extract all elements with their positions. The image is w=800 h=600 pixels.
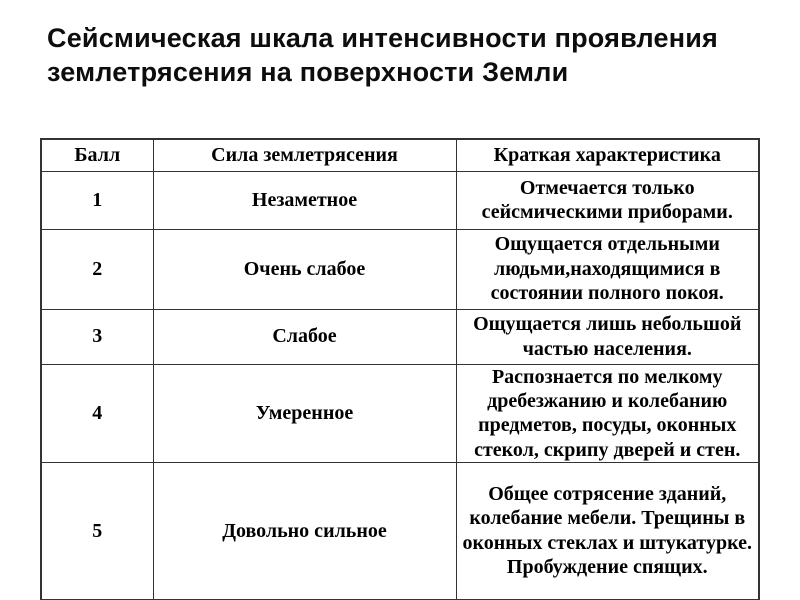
table-row — [41, 171, 759, 229]
strength-cell: Незаметное — [153, 171, 456, 229]
table-row — [41, 229, 759, 309]
strength-cell: Слабое — [153, 309, 456, 364]
table-row — [41, 309, 759, 364]
column-header-score: Балл — [41, 139, 153, 171]
page-title: Сейсмическая шкала интенсивности проявления землетрясения на поверхности Земли — [47, 23, 718, 87]
description-cell: Ощущается лишь небольшой частью населения. — [456, 309, 759, 364]
score-cell: 2 — [41, 229, 153, 309]
strength-cell: Довольно сильное — [153, 463, 456, 600]
score-cell: 5 — [41, 463, 153, 600]
column-header-description: Краткая характеристика — [456, 139, 759, 171]
table-header-row — [41, 139, 759, 171]
strength-cell: Умеренное — [153, 364, 456, 463]
seismic-scale-table — [40, 138, 760, 600]
score-cell: 4 — [41, 364, 153, 463]
description-cell: Распознается по мелкому дребезжанию и колебанию предметов, посуды, оконных стекол, скрипу дверей и стен. — [456, 364, 759, 463]
description-cell: Отмечается только сейсмическими приборами. — [456, 171, 759, 229]
score-cell: 1 — [41, 171, 153, 229]
table-row — [41, 463, 759, 600]
column-header-strength: Сила землетрясения — [153, 139, 456, 171]
score-cell: 3 — [41, 309, 153, 364]
table-row — [41, 364, 759, 463]
description-cell: Общее сотрясение зданий, колебание мебели. Трещины в оконных стеклах и штукатурке. Пробуждение спящих. — [456, 463, 759, 600]
strength-cell: Очень слабое — [153, 229, 456, 309]
description-cell: Ощущается отдельными людьми,находящимися в состоянии полного покоя. — [456, 229, 759, 309]
